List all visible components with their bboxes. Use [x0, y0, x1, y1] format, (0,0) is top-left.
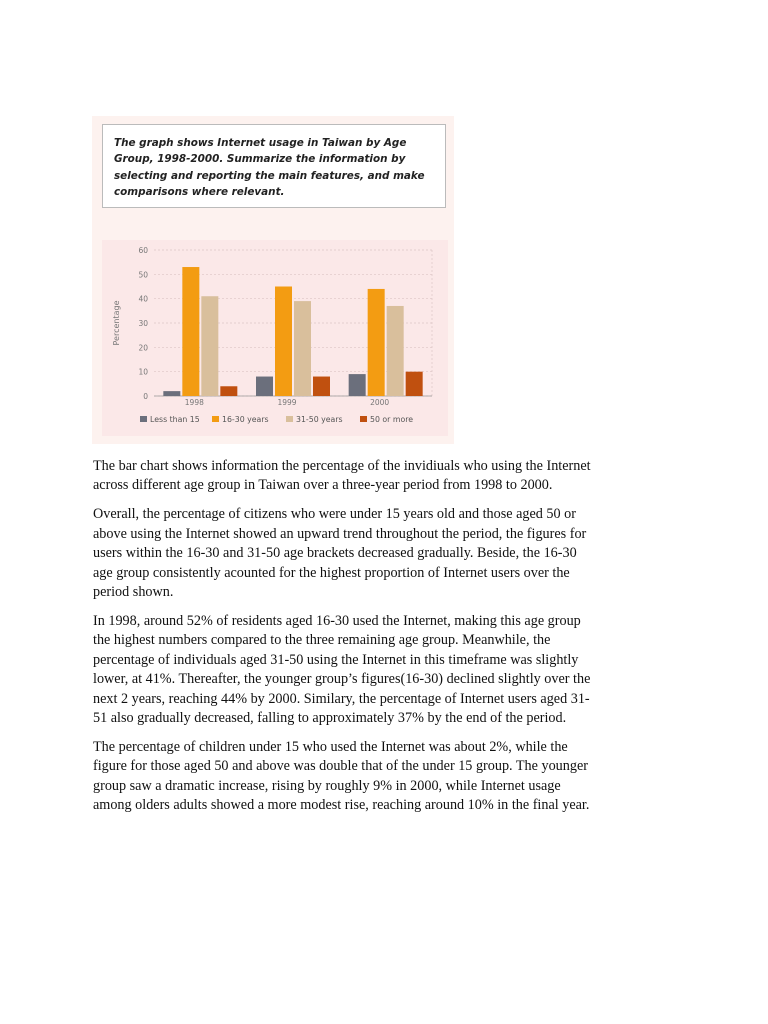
bar: [406, 372, 423, 396]
legend-label: Less than 15: [150, 415, 200, 424]
legend-label: 16-30 years: [222, 415, 269, 424]
essay-paragraph-2: Overall, the percentage of citizens who were under 15 years old and those aged 50 or above using the Internet showed an upward trend throughout the period, the figures for users within the 16-30 and 31-50 age brackets decreased gradually. Beside, the 16-30 age group consistently acounted for the highest proportion of Internet users over the period shown.: [93, 506, 587, 601]
bar: [349, 374, 366, 396]
task-figure: [92, 116, 454, 444]
legend-label: 31-50 years: [296, 415, 343, 424]
y-tick-label: 20: [138, 343, 148, 353]
x-tick-label: 1999: [277, 398, 297, 407]
x-tick-label: 1998: [184, 398, 204, 407]
y-axis-label: Percentage: [112, 300, 121, 346]
y-tick-label: 50: [138, 270, 148, 280]
y-tick-label: 30: [138, 319, 148, 328]
legend-swatch: [360, 416, 367, 422]
bar: [182, 267, 199, 396]
y-tick-label: 0: [143, 392, 148, 401]
legend-label: 50 or more: [370, 415, 414, 424]
bar: [201, 296, 218, 396]
essay-body: [93, 457, 593, 825]
legend-swatch: [286, 416, 293, 422]
y-tick-label: 60: [138, 246, 148, 255]
bar: [163, 391, 180, 396]
legend-swatch: [212, 416, 219, 422]
bar-chart-panel: [102, 240, 448, 436]
task-prompt-text: The graph shows Internet usage in Taiwan by Age Group, 1998-2000. Summarize the information by selecting and reporting the main features, and make comparisons where relevant.: [114, 137, 425, 199]
task-prompt-box: [102, 124, 446, 208]
x-tick-label: 2000: [370, 398, 390, 407]
bar-chart: [102, 240, 448, 436]
bar: [256, 377, 273, 396]
y-tick-label: 40: [138, 294, 148, 304]
essay-paragraph-1: The bar chart shows information the percentage of the invidiuals who using the Internet across different age group in Taiwan over a three-year period from 1998 to 2000.: [93, 458, 591, 494]
y-tick-label: 10: [138, 367, 148, 377]
essay-paragraph-4: The percentage of children under 15 who used the Internet was about 2%, while the figure for those aged 50 and above was double that of the under 15 group. The younger group saw a dramatic increase, rising by roughly 9% in 2000, while Internet usage among olders adults showed a more modest rise, reaching around 10% in the final year.: [93, 739, 590, 814]
bar: [387, 306, 404, 396]
legend-swatch: [140, 416, 147, 422]
essay-paragraph-3: In 1998, around 52% of residents aged 16-30 used the Internet, making this age group the highest numbers compared to the three remaining age group. Meanwhile, the percentage of individuals aged 31-50 using the Internet in this timeframe was slightly lower, at 41%. Thereafter, the younger group’s figures(16-30) declined slightly over the next 2 years, reaching 44% by 2000. Similary, the percentage of Internet users aged 31-51 also gradually decreased, falling to approximately 37% by the end of the period.: [93, 613, 591, 727]
bar: [220, 386, 237, 396]
bar: [294, 301, 311, 396]
bar: [275, 287, 292, 397]
bar: [313, 377, 330, 396]
bar: [368, 289, 385, 396]
